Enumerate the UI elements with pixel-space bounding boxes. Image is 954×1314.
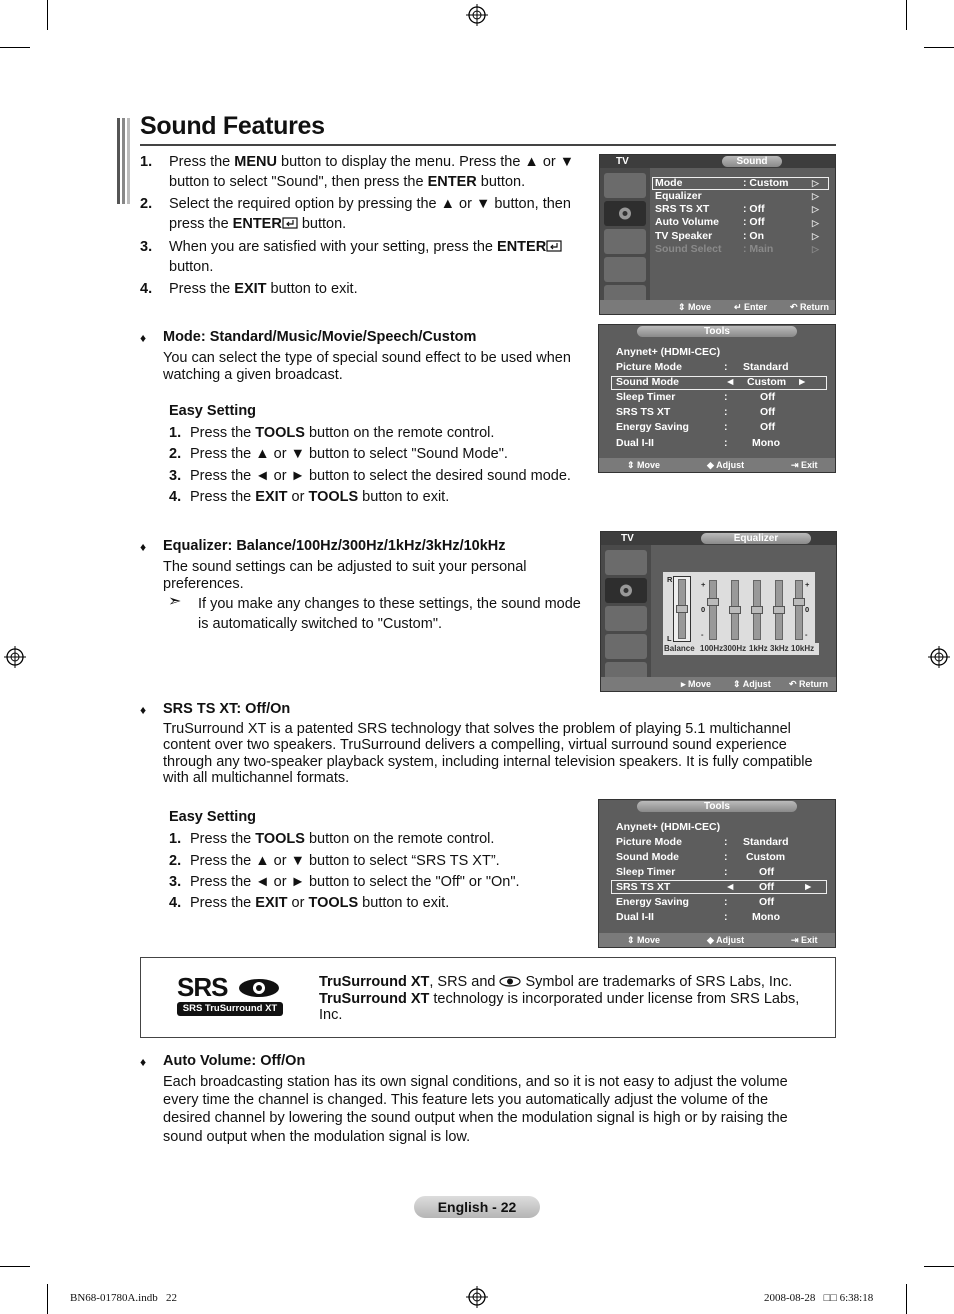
- eq-slider-300hz[interactable]: [729, 572, 741, 644]
- step-4: 4. Press the EXIT button to exit.: [140, 281, 358, 297]
- eq-slider-3khz[interactable]: [773, 572, 785, 644]
- sound-icon: [605, 578, 647, 603]
- osd-tab-label: TV: [616, 156, 629, 167]
- step-number: 1.: [140, 154, 153, 170]
- srs-heading: SRS TS XT: Off/On: [163, 701, 291, 717]
- osd-footer: ⇕ Move ◆ Adjust ⇥ Exit: [599, 458, 835, 472]
- arrow-right-icon: ►: [797, 376, 808, 388]
- page-number: English - 22: [414, 1196, 540, 1218]
- note-icon: ➣: [168, 593, 182, 610]
- srs-trademark-box: [140, 957, 836, 1038]
- osd-tools-menu: Tools Anynet+ (HDMI-CEC) Picture Mode : Standard Sound Mode ◄ Custom ► Sleep Timer : Off SRS TS XT : Off Energy Saving : Off Dual I-II : Mono ⇕ Move ◆ Adjust ⇥ Exit: [598, 324, 836, 473]
- bullet-icon: ♦: [140, 703, 147, 717]
- registration-mark-icon: [466, 1286, 488, 1308]
- bullet-icon: ♦: [140, 331, 147, 345]
- equalizer-heading: Equalizer: Balance/100Hz/300Hz/1kHz/3kHz/10kHz: [163, 538, 506, 554]
- footer-file: BN68-01780A.indb 22: [70, 1292, 177, 1304]
- osd-footer: ▸ Move ⇕ Adjust ↶ Return: [601, 677, 836, 691]
- eq-slider-10khz[interactable]: [793, 572, 805, 644]
- crop-mark: [47, 0, 48, 30]
- arrow-right-icon: ▷ ▷ ▷ ▷ ▷ ▷: [812, 178, 819, 255]
- mode-heading: Mode: Standard/Music/Movie/Speech/Custom: [163, 329, 477, 345]
- srs-trademark-text: TruSurround XT, SRS and Symbol are trademarks of SRS Labs, Inc. TruSurround XT technology is incorporated under license from SRS Labs, Inc.: [319, 974, 800, 1023]
- osd-row: Sound Select: [655, 243, 722, 255]
- srs-body: TruSurround XT is a patented SRS technology that solves the problem of playing 5.1 multichannel content over two speakers. TruSurround delivers a compelling, virtual surround sound experience through any two-speaker playback system, including internal television speakers. It is fully compatible with all multichannel formats.: [163, 721, 813, 786]
- setup-icon: [605, 634, 647, 659]
- sound-icon: [604, 201, 646, 226]
- step-2: 2. Select the required option by pressing the ▲ or ▼ button, then press the ENTER button.: [140, 196, 571, 232]
- crop-mark: [906, 1284, 907, 1314]
- eq-slider-100hz[interactable]: [707, 572, 719, 644]
- enter-icon: [282, 217, 298, 229]
- enter-icon: [546, 240, 562, 252]
- crop-mark: [906, 0, 907, 30]
- crop-mark: [924, 1266, 954, 1267]
- balance-slider[interactable]: [673, 576, 691, 642]
- arrow-right-icon: ►: [803, 881, 814, 893]
- footer-date: 2008-08-28 □□ 6:38:18: [764, 1292, 874, 1304]
- srs-circle-icon: [237, 977, 281, 999]
- osd-footer: ⇕ Move ↵ Enter ↶ Return: [600, 300, 835, 314]
- equalizer-note: If you make any changes to these settings, the sound mode is automatically switched to "Custom".: [198, 596, 581, 632]
- crop-mark: [0, 47, 30, 48]
- crop-mark: [924, 47, 954, 48]
- osd-sound-menu: TV Sound Mode : Custom Equalizer SRS TS XT : Off Auto Volume : Off TV Speaker : On Sound Select : Main ▷ ▷ ▷ ▷ ▷ ▷ ⇕ Move ↵ Enter ↶ Return: [599, 154, 836, 315]
- equalizer-panel: R L + 0 - + 0 -: [663, 572, 815, 646]
- eq-slider-1khz[interactable]: [751, 572, 763, 644]
- crop-mark: [47, 1284, 48, 1314]
- step-3: 3. When you are satisfied with your setting, press the ENTER button.: [140, 237, 590, 277]
- srs-symbol-icon: [499, 976, 521, 987]
- eq-labels: Balance 100Hz 300Hz 1kHz 3kHz 10kHz: [663, 643, 819, 655]
- title-decoration: [117, 118, 130, 204]
- easy-setting-heading: Easy Setting: [169, 809, 257, 825]
- osd-title: Tools: [637, 801, 797, 812]
- channel-icon: [604, 229, 646, 254]
- osd-row: Auto Volume: [655, 216, 719, 228]
- osd-title: Tools: [637, 326, 797, 337]
- osd-title: Equalizer: [701, 533, 811, 544]
- srs-logo: SRS SRS TruSurround XT: [177, 975, 285, 1019]
- osd-equalizer: [600, 531, 837, 692]
- crop-mark: [0, 1266, 30, 1267]
- osd-row: SRS TS XT: [655, 203, 710, 215]
- setup-icon: [604, 257, 646, 282]
- bullet-icon: ♦: [140, 540, 147, 554]
- autovol-heading: Auto Volume: Off/On: [163, 1053, 306, 1069]
- osd-row: Mode: [655, 177, 683, 189]
- registration-mark-icon: [928, 646, 950, 668]
- easy-setting-heading: Easy Setting: [169, 403, 257, 419]
- registration-mark-icon: [4, 646, 26, 668]
- osd-tab-label: TV: [621, 533, 634, 544]
- osd-tools-menu: Tools Anynet+ (HDMI-CEC) Picture Mode : Standard Sound Mode : Custom Sleep Timer : Off SRS TS XT ◄ Off ► Energy Saving : Off Dual I-II : Mono ⇕ Move ◆ Adjust ⇥ Exit: [598, 799, 836, 948]
- picture-icon: [605, 550, 647, 575]
- page-title: Sound Features: [140, 112, 325, 140]
- osd-title: Sound: [722, 156, 782, 167]
- title-rule: [140, 144, 836, 146]
- osd-footer: ⇕ Move ◆ Adjust ⇥ Exit: [599, 933, 835, 947]
- step-1: 1. Press the MENU button to display the menu. Press the ▲ or ▼ button to select "Sound", then press the ENTER button.: [140, 154, 575, 190]
- equalizer-body: The sound settings can be adjusted to suit your personal preferences.: [163, 559, 527, 592]
- osd-row: TV Speaker: [655, 230, 713, 242]
- bullet-icon: ♦: [140, 1055, 147, 1069]
- picture-icon: [604, 173, 646, 198]
- channel-icon: [605, 606, 647, 631]
- autovol-body: Each broadcasting station has its own signal conditions, and so it is not easy to adjust the volume every time the channel is changed. This feature lets you automatically adjust the volume of the desired channel by lowering the sound output when the modulation signal is high or by raising the sound output when the modulation signal is low.: [163, 1074, 788, 1145]
- osd-row: Equalizer: [655, 190, 702, 202]
- mode-body: You can select the type of special sound effect to be used when watching a given broadcast.: [163, 350, 571, 383]
- registration-mark-icon: [466, 4, 488, 26]
